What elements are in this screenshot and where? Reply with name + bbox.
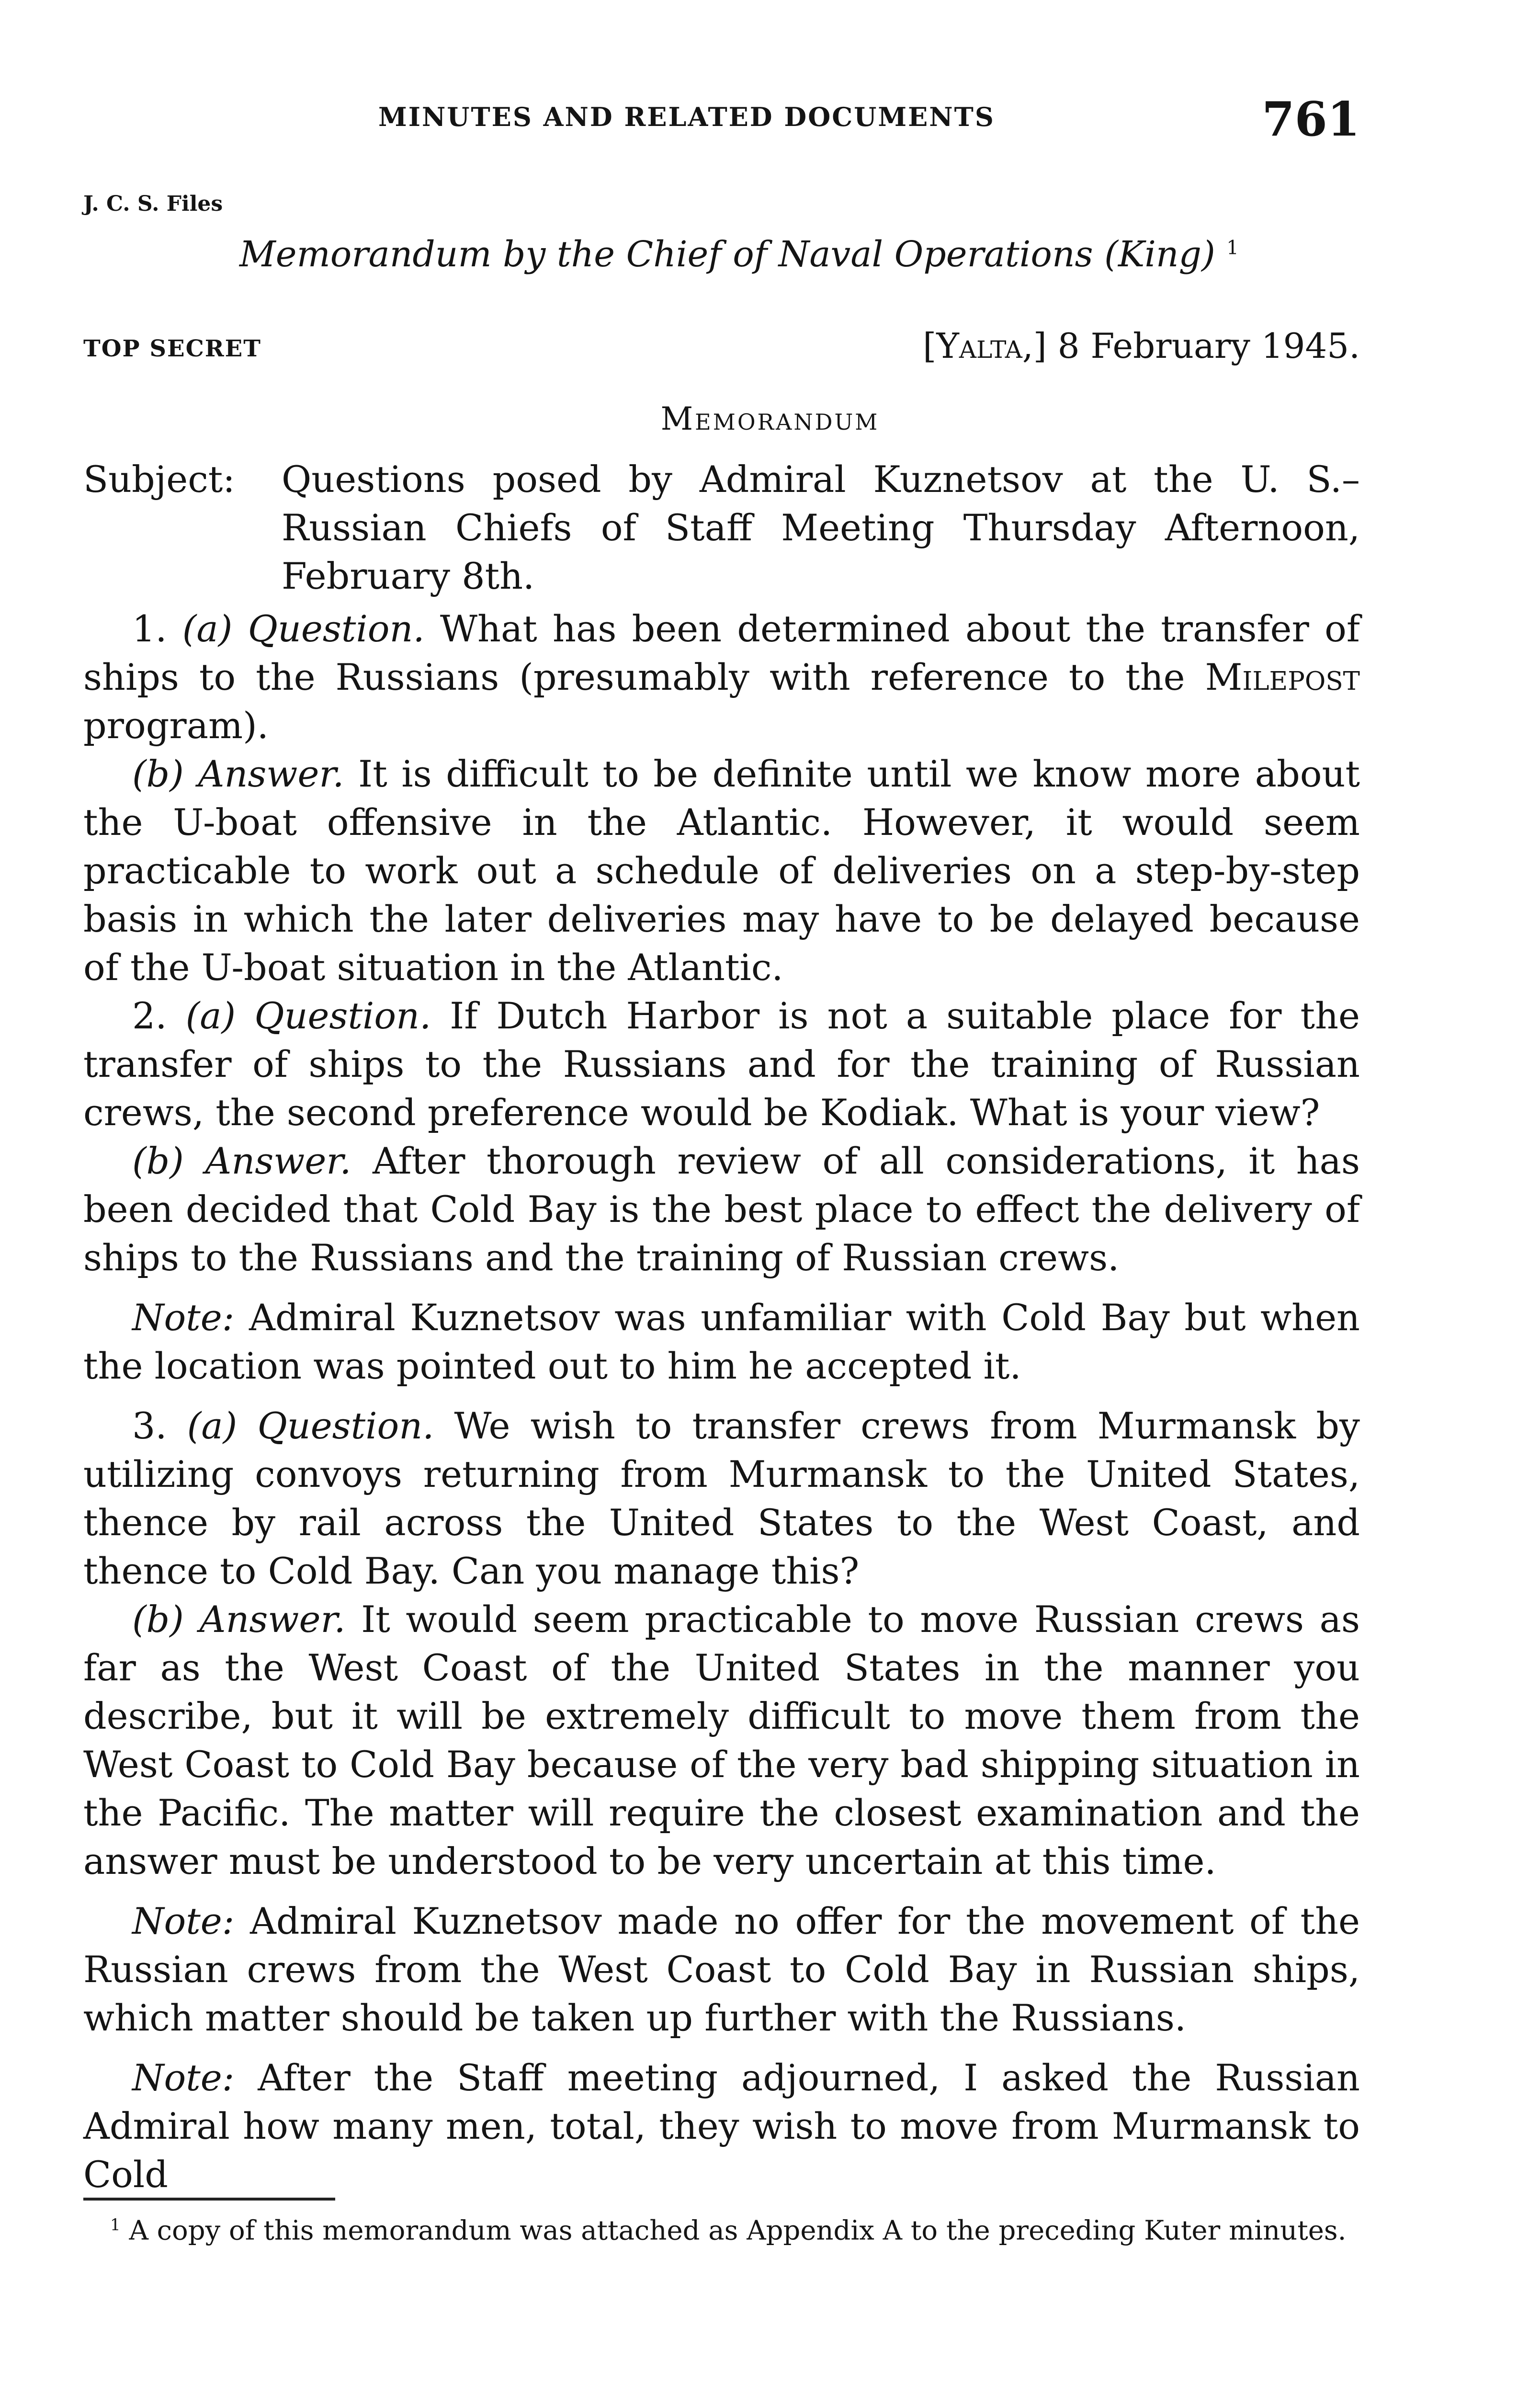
paragraph-text: Admiral Kuznetsov made no offer for the movement of the Russian crews from the West Coast to Cold Bay in Russian ships, which matter should be taken up further with the Russians. xyxy=(83,1900,1360,2039)
paragraph-text: Admiral Kuznetsov was unfamiliar with Cold Bay but when the location was pointed out to him he accepted it. xyxy=(83,1296,1360,1387)
item-label: Answer. xyxy=(199,1598,346,1641)
paragraph-text: After the Staff meeting adjourned, I asked the Russian Admiral how many men, total, they wish to move from Murmansk to Cold xyxy=(83,2056,1360,2196)
paragraph-text: It would seem practicable to move Russian crews as far as the West Coast of the United States in the manner you describe, but it will be extremely difficult to move them from the West Coast to Cold Bay because of the very bad shipping situation in the Pacific. The matter will require the closest examination and the answer must be understood to be very uncertain at this time. xyxy=(83,1598,1360,1882)
item-label: Question. xyxy=(254,994,431,1037)
note-label: Note: xyxy=(132,1900,235,1942)
paragraph-answer-1 xyxy=(83,750,1360,992)
paragraph-note-3 xyxy=(83,2053,1360,2199)
file-reference: J. C. S. Files xyxy=(83,192,223,216)
running-head: MINUTES AND RELATED DOCUMENTS xyxy=(378,102,995,132)
paragraph-text: program). xyxy=(83,704,269,747)
item-number: 3. xyxy=(132,1404,187,1447)
footnote-text: A copy of this memorandum was attached as Appendix A to the preceding Kuter minutes. xyxy=(120,2215,1347,2247)
place-bracket-open: [ xyxy=(923,326,937,366)
paragraph-text: After thorough review of all considerations, it has been decided that Cold Bay is the best place to effect the delivery of ships to the Russians and the training of Russian crews. xyxy=(83,1140,1360,1279)
place-name: Yalta, xyxy=(936,326,1033,366)
footnote xyxy=(83,2206,1360,2250)
title-footnote-mark: 1 xyxy=(1226,237,1239,259)
paragraph-text: If Dutch Harbor is not a suitable place for the transfer of ships to the Russians and for the training of Russian crews, the second preference would be Kodiak. What is your view? xyxy=(83,994,1360,1134)
page-number: 761 xyxy=(1262,92,1360,147)
subject-label: Subject: xyxy=(83,458,235,501)
footnote-rule xyxy=(83,2198,335,2201)
memo-body xyxy=(83,604,1360,2199)
classification-label: TOP SECRET xyxy=(83,335,261,362)
subject-text: Questions posed by Admiral Kuznetsov at the U. S.–Russian Chiefs of Staff Meeting Thursday Afternoon, February 8th. xyxy=(282,458,1360,597)
paragraph-question-1 xyxy=(83,604,1360,750)
item-marker: (a) xyxy=(185,994,236,1037)
program-name: Milepost xyxy=(1205,656,1360,698)
item-marker: (a) xyxy=(187,1404,238,1447)
paragraph-text: We wish to transfer crews from Murmansk by utilizing convoys returning from Murmansk to the United States, thence by rail across the United States to the West Coast, and thence to Cold Bay. Can you manage this? xyxy=(83,1404,1360,1592)
paragraph-answer-3 xyxy=(83,1595,1360,1885)
document-title-text: Memorandum by the Chief of Naval Operations (King) xyxy=(239,234,1215,275)
document-title xyxy=(239,234,1239,275)
place-date xyxy=(923,326,1360,366)
paragraph-question-2 xyxy=(83,992,1360,1137)
footnote-mark: 1 xyxy=(110,2215,121,2235)
paragraph-note-1 xyxy=(83,1293,1360,1390)
item-label: Question. xyxy=(257,1404,434,1447)
item-label: Answer. xyxy=(198,753,344,795)
paragraph-question-3 xyxy=(83,1402,1360,1595)
note-label: Note: xyxy=(132,2056,235,2099)
item-marker: (b) xyxy=(132,753,184,795)
paragraph-text: What has been determined about the transfer of ships to the Russians (presumably with reference to the xyxy=(83,607,1360,698)
item-marker: (b) xyxy=(132,1598,184,1641)
item-number: 1. xyxy=(132,607,182,650)
item-label: Answer. xyxy=(205,1140,351,1182)
note-label: Note: xyxy=(132,1296,235,1339)
paragraph-text: It is difficult to be definite until we know more about the U-boat offensive in the Atlantic. However, it would seem practicable to work out a schedule of deliveries on a step-by-step basis in which the later deliveries may have to be delayed because of the U-boat situation in the Atlantic. xyxy=(83,753,1360,989)
paragraph-answer-2 xyxy=(83,1137,1360,1282)
paragraph-note-2 xyxy=(83,1897,1360,2042)
date-text: 8 February 1945. xyxy=(1046,326,1360,366)
item-number: 2. xyxy=(132,994,186,1037)
place-bracket-close: ] xyxy=(1033,326,1047,366)
item-marker: (b) xyxy=(132,1140,184,1182)
item-marker: (a) xyxy=(182,607,233,650)
memorandum-heading: Memorandum xyxy=(660,400,880,437)
item-label: Question. xyxy=(248,607,425,650)
